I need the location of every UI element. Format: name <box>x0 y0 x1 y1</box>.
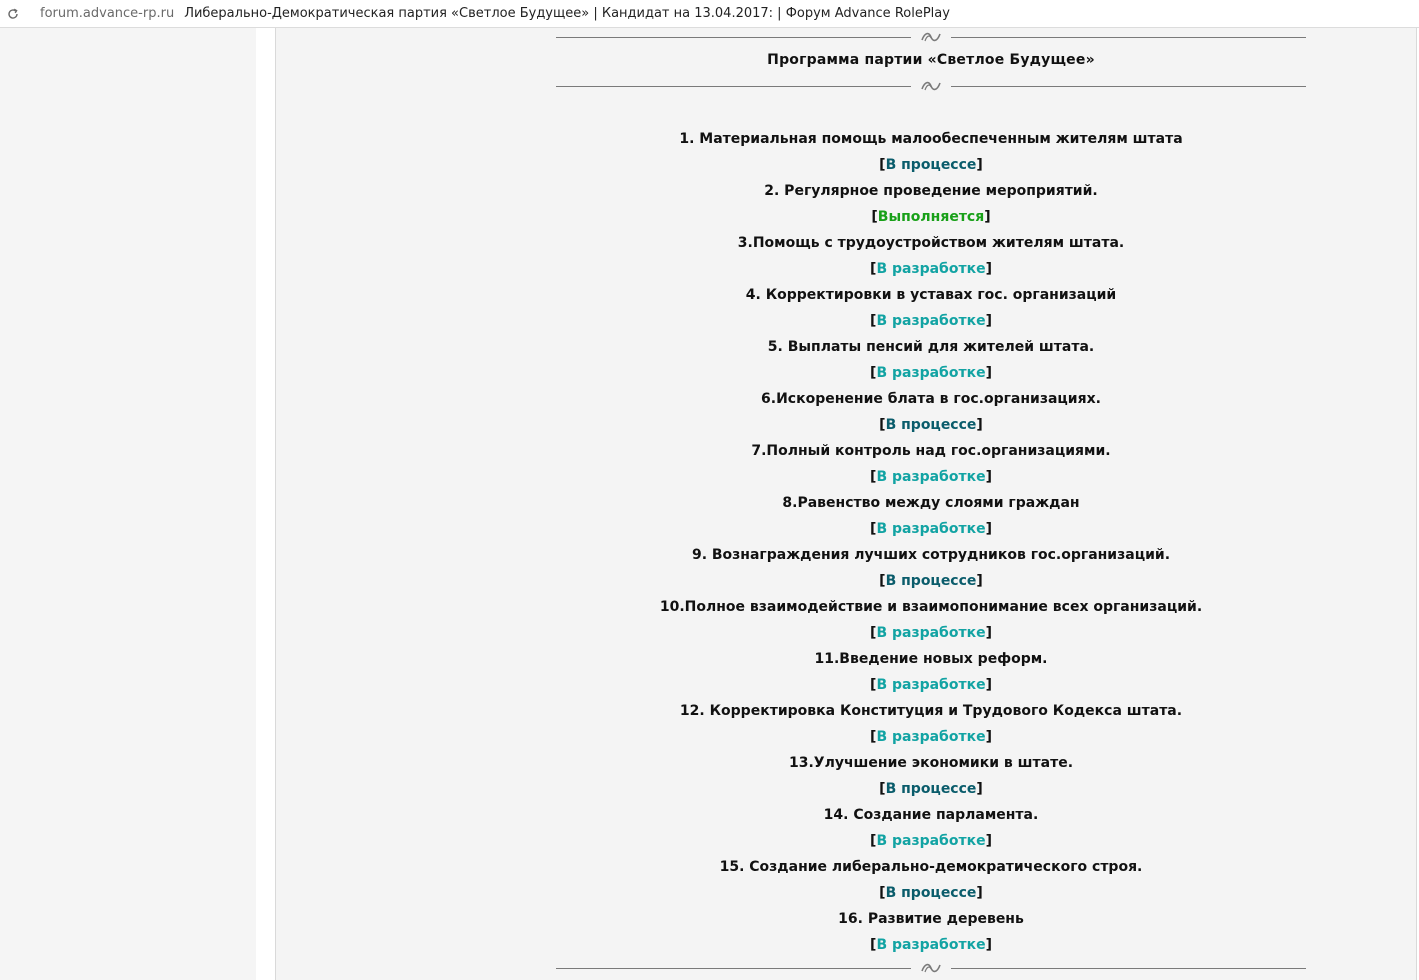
program-item: 8.Равенство между слоями граждан <box>782 495 1080 511</box>
status-close-bracket: ] <box>976 885 983 901</box>
reload-icon[interactable] <box>6 7 20 21</box>
program-item-status <box>556 932 1306 958</box>
status-open-bracket: [ <box>870 521 877 537</box>
status-close-bracket: ] <box>985 677 992 693</box>
browser-bar <box>0 0 1419 28</box>
program-item: 5. Выплаты пенсий для жителей штата. <box>767 339 1095 355</box>
status-badge: В разработке <box>876 625 986 641</box>
status-open-bracket: [ <box>870 625 877 641</box>
program-item: 2. Регулярное проведение мероприятий. <box>764 183 1098 199</box>
program-item-status <box>556 412 1306 438</box>
program-item-status <box>556 776 1306 802</box>
program-item: 13.Улучшение экономики в штате. <box>788 755 1074 771</box>
status-badge: В разработке <box>876 833 986 849</box>
status-badge: Выполняется <box>877 209 985 225</box>
status-badge: В процессе <box>885 417 977 433</box>
status-open-bracket: [ <box>870 937 877 953</box>
status-close-bracket: ] <box>985 625 992 641</box>
program-item: 4. Корректировки в уставах гос. организаций <box>745 287 1117 303</box>
status-badge: В разработке <box>876 521 986 537</box>
program-item: 15. Создание либерально-демократического строя. <box>719 859 1143 875</box>
program-item-status <box>556 568 1306 594</box>
status-open-bracket: [ <box>870 313 877 329</box>
status-close-bracket: ] <box>985 937 992 953</box>
status-badge: В разработке <box>876 469 986 485</box>
program-item: 3.Помощь с трудоустройством жителям штата. <box>737 235 1125 251</box>
program-item-status <box>556 672 1306 698</box>
status-close-bracket: ] <box>976 573 983 589</box>
status-close-bracket: ] <box>985 313 992 329</box>
program-item-status <box>556 620 1306 646</box>
status-open-bracket: [ <box>879 781 886 797</box>
program-title: Программа партии «Светлое Будущее» <box>767 52 1095 68</box>
status-close-bracket: ] <box>976 417 983 433</box>
status-badge: В разработке <box>876 729 986 745</box>
program-item-status <box>556 308 1306 334</box>
ornament-icon <box>918 79 944 93</box>
program-item: 6.Искоренение блата в гос.организациях. <box>761 391 1101 407</box>
status-close-bracket: ] <box>985 469 992 485</box>
program-item-status <box>556 880 1306 906</box>
ornament-icon <box>918 30 944 44</box>
status-close-bracket: ] <box>985 365 992 381</box>
status-close-bracket: ] <box>985 261 992 277</box>
status-badge: В разработке <box>876 677 986 693</box>
program-item: 14. Создание парламента. <box>823 807 1039 823</box>
program-item: 7.Полный контроль над гос.организациями. <box>751 443 1111 459</box>
status-close-bracket: ] <box>976 157 983 173</box>
ornament-icon <box>918 961 944 975</box>
status-open-bracket: [ <box>879 885 886 901</box>
status-badge: В разработке <box>876 261 986 277</box>
program-item-status <box>556 464 1306 490</box>
status-close-bracket: ] <box>985 729 992 745</box>
program-item: 1. Материальная помощь малообеспеченным жителям штата <box>679 131 1183 147</box>
ornament-divider-middle <box>556 79 1306 93</box>
status-close-bracket: ] <box>984 209 991 225</box>
program-item-status <box>556 360 1306 386</box>
program-item: 9. Вознаграждения лучших сотрудников гос.организаций. <box>691 547 1171 563</box>
status-open-bracket: [ <box>879 573 886 589</box>
program-item: 11.Введение новых реформ. <box>814 651 1048 667</box>
address-bar-url[interactable]: forum.advance-rp.ru <box>40 6 175 21</box>
program-item-status <box>556 828 1306 854</box>
status-open-bracket: [ <box>871 209 878 225</box>
program-item: 10.Полное взаимодействие и взаимопонимание всех организаций. <box>659 599 1203 615</box>
status-open-bracket: [ <box>879 417 886 433</box>
status-open-bracket: [ <box>870 677 877 693</box>
status-open-bracket: [ <box>870 833 877 849</box>
ornament-divider-bottom <box>556 961 1306 975</box>
program-item-status <box>556 204 1306 230</box>
content-gutter <box>256 28 276 980</box>
left-sidebar <box>0 28 256 980</box>
status-open-bracket: [ <box>870 365 877 381</box>
status-badge: В разработке <box>876 365 986 381</box>
page-title: Либерально-Демократическая партия «Светлое Будущее» | Кандидат на 13.04.2017: | Форум Advance RolePlay <box>184 6 950 21</box>
program-item-status <box>556 152 1306 178</box>
status-badge: В процессе <box>885 573 977 589</box>
program-list <box>556 126 1306 958</box>
status-open-bracket: [ <box>870 261 877 277</box>
program-item-status <box>556 516 1306 542</box>
program-item: 16. Развитие деревень <box>838 911 1024 927</box>
status-close-bracket: ] <box>976 781 983 797</box>
status-badge: В процессе <box>885 157 977 173</box>
status-close-bracket: ] <box>985 833 992 849</box>
program-item-status <box>556 256 1306 282</box>
status-open-bracket: [ <box>870 729 877 745</box>
status-badge: В разработке <box>876 937 986 953</box>
status-close-bracket: ] <box>985 521 992 537</box>
status-open-bracket: [ <box>870 469 877 485</box>
ornament-divider-top <box>556 30 1306 44</box>
status-open-bracket: [ <box>879 157 886 173</box>
program-item: 12. Корректировка Конституция и Трудового Кодекса штата. <box>679 703 1183 719</box>
program-item-status <box>556 724 1306 750</box>
status-badge: В процессе <box>885 781 977 797</box>
status-badge: В разработке <box>876 313 986 329</box>
status-badge: В процессе <box>885 885 977 901</box>
